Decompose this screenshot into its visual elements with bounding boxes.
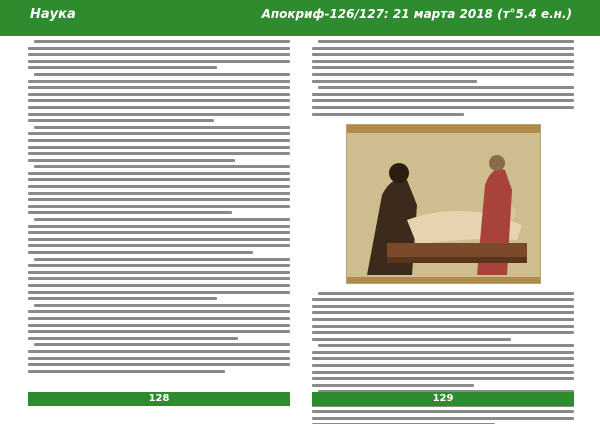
text-line <box>312 73 574 76</box>
text-line <box>312 410 574 413</box>
text-line <box>28 211 232 214</box>
text-line <box>312 305 574 308</box>
text-line <box>318 86 574 89</box>
text-line <box>312 331 574 334</box>
text-line <box>312 338 511 341</box>
text-line <box>28 185 290 188</box>
text-line <box>28 363 290 366</box>
left-page-text-column <box>28 40 290 380</box>
text-line <box>28 317 290 320</box>
text-line <box>28 119 214 122</box>
text-line <box>28 244 290 247</box>
text-line <box>28 192 290 195</box>
text-line <box>34 258 290 261</box>
text-line <box>34 218 290 221</box>
section-title: Наука <box>30 7 76 22</box>
text-line <box>28 291 290 294</box>
text-line <box>34 73 290 76</box>
text-line <box>312 99 574 102</box>
text-line <box>312 298 574 301</box>
article-illustration <box>346 124 541 284</box>
text-line <box>28 106 290 109</box>
right-footer-bar <box>312 392 574 406</box>
text-line <box>28 231 290 234</box>
text-line <box>34 40 290 43</box>
text-line <box>28 66 217 69</box>
text-line <box>312 80 477 83</box>
text-line <box>312 66 574 69</box>
text-line <box>312 113 464 116</box>
text-line <box>28 350 290 353</box>
text-line <box>312 351 574 354</box>
text-line <box>28 152 290 155</box>
left-footer-bar <box>28 392 290 406</box>
text-line <box>28 80 290 83</box>
text-line <box>28 198 290 201</box>
text-line <box>318 40 574 43</box>
right-page-number: 129 <box>432 393 454 404</box>
text-line <box>28 370 225 373</box>
page-header <box>0 0 600 36</box>
text-line <box>312 377 574 380</box>
text-line <box>312 384 474 387</box>
text-line <box>28 47 290 50</box>
text-line <box>28 172 290 175</box>
text-line <box>28 139 290 142</box>
text-line <box>312 53 574 56</box>
text-line <box>28 86 290 89</box>
text-line <box>34 126 290 129</box>
left-page-number: 128 <box>148 393 170 404</box>
text-line <box>28 205 290 208</box>
text-line <box>28 113 290 116</box>
text-line <box>28 271 290 274</box>
text-line <box>34 304 290 307</box>
text-line <box>312 357 574 360</box>
text-line <box>28 251 253 254</box>
text-line <box>28 178 290 181</box>
text-line <box>28 357 290 360</box>
text-line <box>28 225 290 228</box>
text-line <box>28 93 290 96</box>
text-line <box>28 146 290 149</box>
text-line <box>28 53 290 56</box>
text-line <box>312 47 574 50</box>
text-line <box>28 330 290 333</box>
text-line <box>312 325 574 328</box>
text-line <box>28 284 290 287</box>
text-line <box>34 343 290 346</box>
text-line <box>28 132 290 135</box>
text-line <box>28 310 290 313</box>
ancient-figure-illustration-icon <box>347 125 541 284</box>
issue-info: Апокриф-126/127: 21 марта 2018 (т°5.4 е.н.) <box>261 7 572 21</box>
text-line <box>28 99 290 102</box>
text-line <box>28 60 290 63</box>
text-line <box>312 311 574 314</box>
text-line <box>312 93 574 96</box>
text-line <box>28 337 238 340</box>
text-line <box>34 165 290 168</box>
text-line <box>312 60 574 63</box>
text-line <box>28 159 235 162</box>
text-line <box>318 344 574 347</box>
text-line <box>28 238 290 241</box>
text-line <box>28 324 290 327</box>
text-line <box>312 371 574 374</box>
text-line <box>312 106 574 109</box>
text-line <box>312 364 574 367</box>
text-line <box>318 292 574 295</box>
text-line <box>28 277 290 280</box>
text-line <box>312 417 574 420</box>
text-line <box>312 318 574 321</box>
text-line <box>28 264 290 267</box>
text-line <box>28 297 217 300</box>
right-page-text-column <box>312 40 574 380</box>
